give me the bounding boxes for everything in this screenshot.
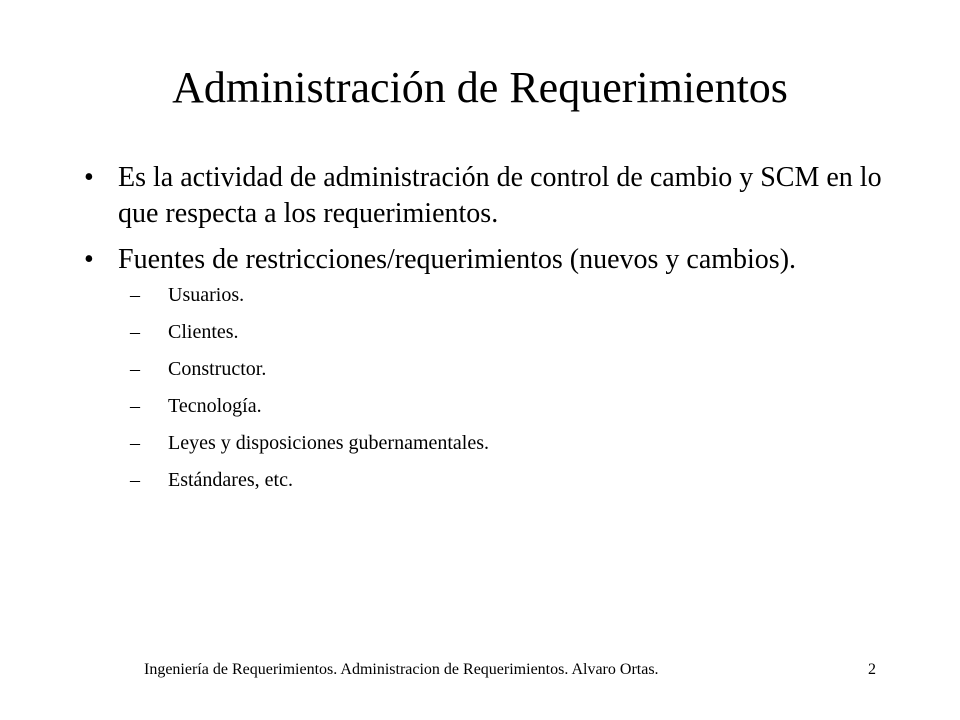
sub-item-leyes xyxy=(130,430,896,456)
dash-icon: – xyxy=(130,395,140,417)
dash-icon: – xyxy=(130,321,140,343)
sub-item-tecnologia xyxy=(130,393,896,419)
sub-item-clientes xyxy=(130,319,896,345)
bullet-dot-icon: • xyxy=(84,162,94,193)
sub-item-text: Clientes. xyxy=(168,321,239,343)
sub-item-text: Constructor. xyxy=(168,358,267,380)
sub-item-text: Usuarios. xyxy=(168,284,245,306)
sub-bullet-list xyxy=(118,282,884,493)
bullet-dot-icon: • xyxy=(84,244,94,275)
page-number: 2 xyxy=(868,661,876,678)
bullet-item-sources xyxy=(84,242,884,493)
dash-icon: – xyxy=(130,469,140,491)
sub-item-usuarios xyxy=(130,282,896,308)
bullet-item-definition xyxy=(84,160,884,232)
sub-item-constructor xyxy=(130,356,896,382)
sub-item-text: Estándares, etc. xyxy=(168,469,293,491)
bullet-list xyxy=(84,160,884,504)
bullet-text: Fuentes de restricciones/requerimientos (nuevos y cambios). xyxy=(118,244,797,275)
slide-title: Administración de Requerimientos xyxy=(172,63,788,112)
slide-footer: Ingeniería de Requerimientos. Administracion de Requerimientos. Alvaro Ortas. xyxy=(144,661,659,678)
dash-icon: – xyxy=(130,284,140,306)
bullet-text: Es la actividad de administración de control de cambio y SCM en lo que respecta a los requerimientos. xyxy=(118,162,882,229)
sub-item-text: Tecnología. xyxy=(168,395,262,417)
dash-icon: – xyxy=(130,358,140,380)
sub-item-text: Leyes y disposiciones gubernamentales. xyxy=(168,432,490,454)
sub-item-estandares xyxy=(130,467,896,493)
dash-icon: – xyxy=(130,432,140,454)
